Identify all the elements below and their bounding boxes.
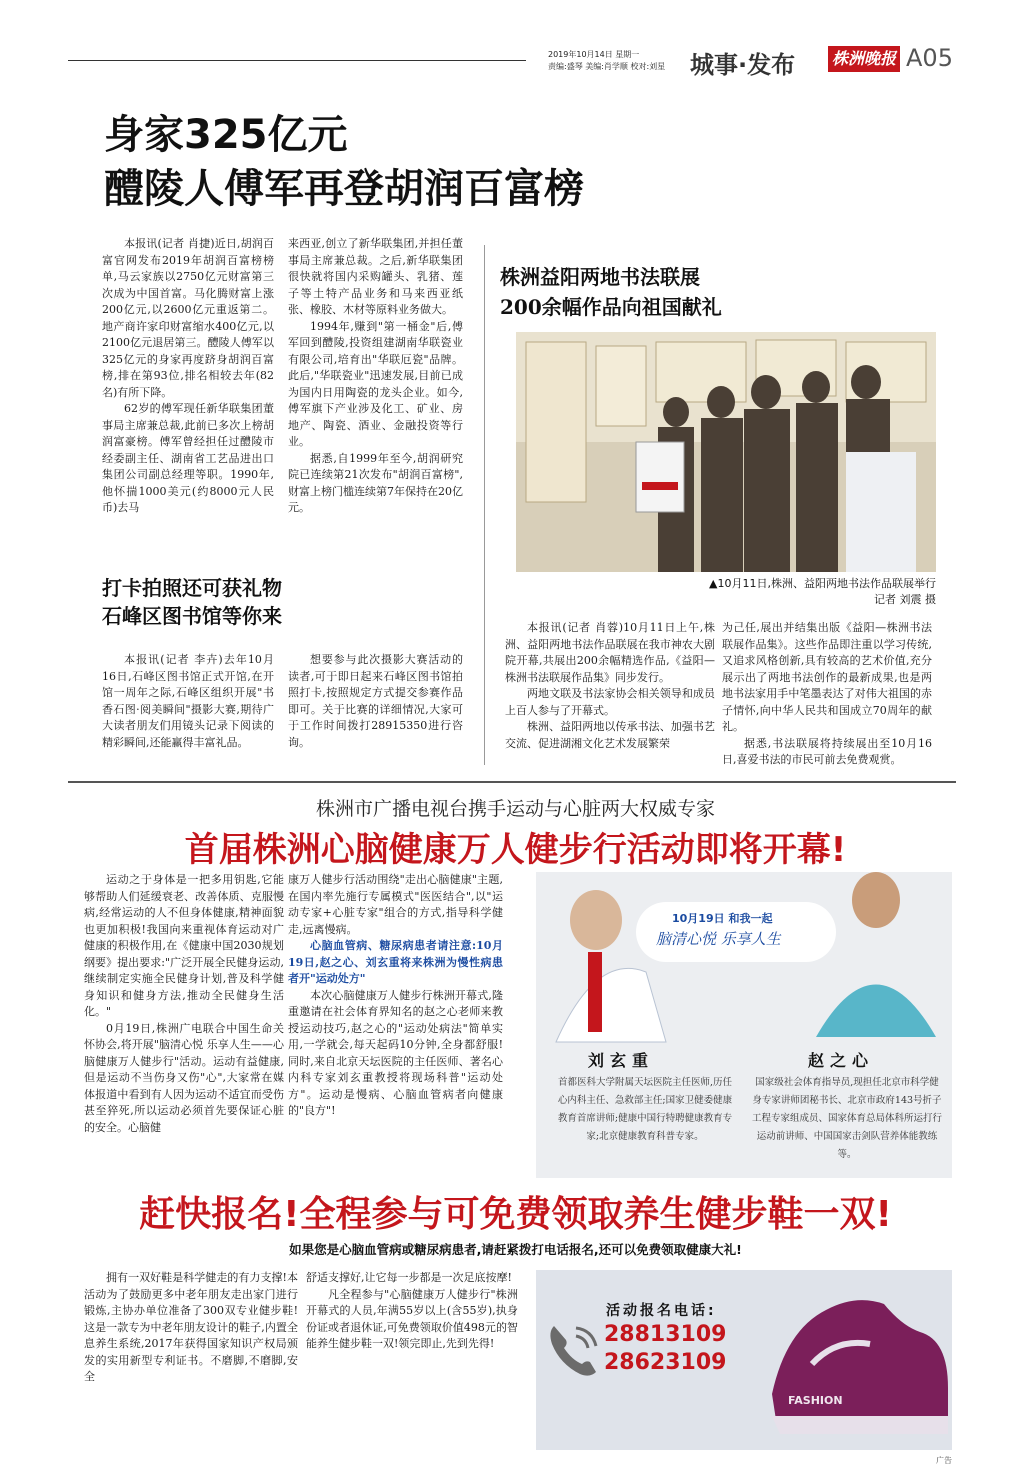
ad-column bbox=[288, 872, 503, 1120]
shoe-brand-text: FASHION bbox=[788, 1394, 843, 1407]
expert-name: 赵之心 bbox=[808, 1051, 875, 1070]
paragraph: 想要参与此次摄影大赛活动的读者,可于即日起来石峰区图书馆拍照打卡,按照规定方式提交参赛作品即可。关于比赛的详细情况,大家可于工作时间拨打28915350进行咨询。 bbox=[288, 653, 463, 749]
expert-description: 首都医科大学附属天坛医院主任医师,历任心内科主任、急救部主任;国家卫健委健康教育首席讲师;健康中国行特聘健康教育专家;北京健康教育科普专家。 bbox=[557, 1077, 733, 1142]
article-column bbox=[722, 620, 932, 769]
expert-name: 刘玄重 bbox=[588, 1051, 655, 1070]
paragraph: 株洲、益阳两地以传承书法、加强书艺交流、促进湖湘文化艺术发展繁荣 bbox=[505, 720, 715, 750]
headline-line: 醴陵人傅军再登胡润百富榜 bbox=[104, 166, 584, 212]
photo-caption bbox=[600, 576, 936, 608]
paragraph: 为己任,展出并结集出版《益阳—株洲书法联展作品集》。这些作品即注重以学习传统,又追求风格创新,具有较高的艺术价值,充分展示出了两地书法创作的最新成果,也是两地书法家用手中笔墨表达了对伟大祖国的赤子情怀,向中华人民共和国成立70周年的献礼。 bbox=[722, 621, 932, 733]
headline-line: 石峰区图书馆等你来 bbox=[102, 604, 282, 628]
headline-line: 200余幅作品向祖国献礼 bbox=[500, 295, 722, 319]
section-divider bbox=[68, 781, 956, 783]
article-column bbox=[288, 236, 463, 517]
contact-label: 活动报名电话: bbox=[606, 1303, 717, 1319]
paragraph: 舒适支撑好,让它每一步都是一次足底按摩! bbox=[306, 1271, 512, 1284]
photo-credit: 记者 刘震 摄 bbox=[874, 593, 936, 606]
paragraph: 据悉,自1999年至今,胡润研究院已连续第21次发布"胡润百富榜",财富上榜门槛连续第7年保持在20亿元。 bbox=[288, 451, 463, 514]
promo-slogan: 10月19日 和我一起 bbox=[672, 912, 773, 925]
paragraph: 本报讯(记者 李卉)去年10月16日,石峰区图书馆正式开馆,在开馆一周年之际,石峰区组织开展"书香石图·阅美瞬间"摄影大赛,期待广大读者朋友们用镜头记录下阅读的精彩瞬间,还能赢得丰富礼品。 bbox=[102, 653, 274, 749]
paragraph: 来西亚,创立了新华联集团,并担任董事局主席兼总裁。之后,新华联集团很快就将国内采购罐头、乳猪、莲子等土特产品业务和马来西亚纸张、橡胶、木材等原料业务做大。 bbox=[288, 237, 463, 316]
article-headline bbox=[500, 262, 722, 322]
headline-line: 打卡拍照还可获礼物 bbox=[102, 576, 282, 600]
ad-notice: 心脑血管病、糖尿病患者请注意:10月19日,赵之心、刘玄重将来株洲为慢性病患者开"运动处方" bbox=[288, 939, 503, 985]
paragraph: 本报讯(记者 肖捷)近日,胡润百富官网发布2019年胡润百富榜榜单,马云家族以2750亿元财富第三次成为中国首富。马化腾财富上涨200亿元,以2600亿元重返第二。地产商许家印财富缩水400亿元,以2100亿元退居第三。醴陵人傅军以325亿元的身家再度跻身胡润百富榜,排在第93位,排名相较去年(82名)有所下降。 bbox=[102, 237, 274, 399]
headline-line: 身家325亿元 bbox=[104, 112, 348, 158]
caption-text: ▲10月11日,株洲、益阳两地书法作品联展举行 bbox=[709, 577, 936, 590]
ad-call-to-action: 赶快报名!全程参与可免费领取养生健步鞋一双! bbox=[139, 1194, 892, 1235]
article-headline bbox=[102, 574, 282, 630]
paragraph: 1994年,赚到"第一桶金"后,傅军回到醴陵,投资组建湖南华联瓷业有限公司,培育出"华联厄瓷"品牌。此后,"华联瓷业"迅速发展,目前已成为国内日用陶瓷的龙头企业。如今,傅军旗下产业涉及化工、矿业、房地产、陶瓷、酒业、金融投资等行业。 bbox=[288, 319, 463, 448]
ad-subtitle: 株洲市广播电视台携手运动与心脏两大权威专家 bbox=[315, 798, 715, 820]
exhibition-photo bbox=[516, 332, 936, 572]
section-name: 城事·发布 bbox=[690, 51, 796, 79]
paragraph: 0月19日,株洲广电联合中国生命关怀协会,将开展"脑清心悦 乐享人生——心脑健康万人健步行"活动。运动有益健康,但是运动不当伤身又伤"心",大家常在媒体报道中看到有人因为运动不适宜而受伤甚至猝死,所以运动必须首先要保证心脏的安全。心脑健 bbox=[84, 1021, 284, 1134]
article-headline bbox=[104, 108, 584, 216]
paragraph: 运动之于身体是一把多用钥匙,它能够帮助人们延缓衰老、改善体质、克服慢病,经常运动的人不但身体健康,精神面貌也更加积极!我国向来重视体育运动对广健康的积极作用,在《健康中国2030规划纲要》提出要求:"广泛开展全民健身运动,继续制定实施全民健身计划,普及科学健身知识和健身方法,推动全民健身生活化。" bbox=[84, 873, 284, 1018]
ad-title: 首届株洲心脑健康万人健步行活动即将开幕! bbox=[184, 830, 847, 870]
article-column bbox=[102, 236, 274, 517]
header-editors: 责编:盛琴 美编:肖学顺 校对:刘星 bbox=[548, 62, 666, 71]
article-column bbox=[505, 620, 715, 752]
paragraph: 据悉,书法联展将持续展出至10月16日,喜爱书法的市民可前去免费观赏。 bbox=[722, 736, 932, 766]
ad-column bbox=[84, 1270, 298, 1386]
phone-number: 28813109 bbox=[604, 1322, 727, 1347]
headline-line: 株洲益阳两地书法联展 bbox=[500, 265, 700, 289]
article-column bbox=[288, 652, 463, 751]
ad-column bbox=[84, 872, 284, 1136]
paragraph: 62岁的傅军现任新华联集团董事局主席兼总裁,此前已多次上榜胡润富豪榜。傅军曾经担任过醴陵市经委副主任、湖南省工艺品进出口集团公司副总经理等职。1990年,他怀揣1000美元(约8000元人民币)去马 bbox=[102, 402, 274, 514]
header-rule bbox=[68, 60, 526, 61]
advertisement-mark: 广告 bbox=[936, 1456, 952, 1465]
ad-column bbox=[306, 1270, 518, 1353]
column-divider bbox=[484, 245, 485, 765]
exhibition-photo-illustration bbox=[516, 332, 936, 572]
paragraph: 凡全程参与"心脑健康万人健步行"株洲开幕式的人员,年满55岁以上(含55岁),执身份证或者退休证,可免费领取价值498元的智能养生健步鞋一双!领完即止,先到先得! bbox=[306, 1287, 518, 1350]
brand-logo: 株洲晚报 bbox=[828, 46, 900, 72]
contact-box bbox=[536, 1270, 952, 1450]
paragraph: 本报讯(记者 肖蓉)10月11日上午,株洲、益阳两地书法作品联展在我市神农大剧院开幕,共展出200余幅精选作品,《益阳—株洲书法联展作品集》同步发行。 bbox=[505, 621, 715, 684]
promo-slogan-script: 脑清心悦 乐享人生 bbox=[656, 930, 781, 948]
article-column bbox=[102, 652, 274, 751]
ad-call-to-action-sub: 如果您是心脑血管病或糖尿病患者,请赶紧拨打电话报名,还可以免费领取健康大礼! bbox=[289, 1242, 742, 1257]
paragraph: 康万人健步行活动围绕"走出心脑健康"主题,在国内率先施行专属模式"医医结合",以"运动专家+心脏专家"组合的方式,指导科学健走,远离慢病。 bbox=[288, 873, 503, 936]
page-number: A05 bbox=[906, 44, 953, 72]
phone-number: 28623109 bbox=[604, 1350, 727, 1375]
paragraph: 本次心脑健康万人健步行株洲开幕式,隆重邀请在社会体育界知名的赵之心老师来教授运动技巧,赵之心的"运动处病法"简单实用,一学就会,每天起码10分钟,全身都舒服!同时,来自北京天坛医院的主任医师、著名心内科专家刘玄重教授将现场科普"运动处方"。运动是慢病、心脑血管病者向健康的"良方"! bbox=[288, 988, 503, 1117]
contact-illustration bbox=[536, 1270, 952, 1450]
header-date: 2019年10月14日 星期一 bbox=[548, 50, 640, 59]
expert-description: 国家级社会体育指导员,现担任北京市科学健身专家讲师团秘书长、北京市政府143号折子工程专家组成员、国家体育总局体科所运打行运动前讲师、中国国家击剑队营养体能教练等。 bbox=[752, 1077, 943, 1160]
paragraph: 两地文联及书法家协会相关领导和成员上百人参与了开幕式。 bbox=[505, 687, 715, 717]
paragraph: 拥有一双好鞋是科学健走的有力支撑!本活动为了鼓励更多中老年朋友走出家门进行锻炼,主协办单位准备了300双专业健步鞋!这是一款专为中老年朋友设计的鞋子,内置全息养生系统,2017年获得国家知识产权局颁发的实用新型专利证书。不磨脚,不磨脚,安全 bbox=[84, 1271, 298, 1383]
